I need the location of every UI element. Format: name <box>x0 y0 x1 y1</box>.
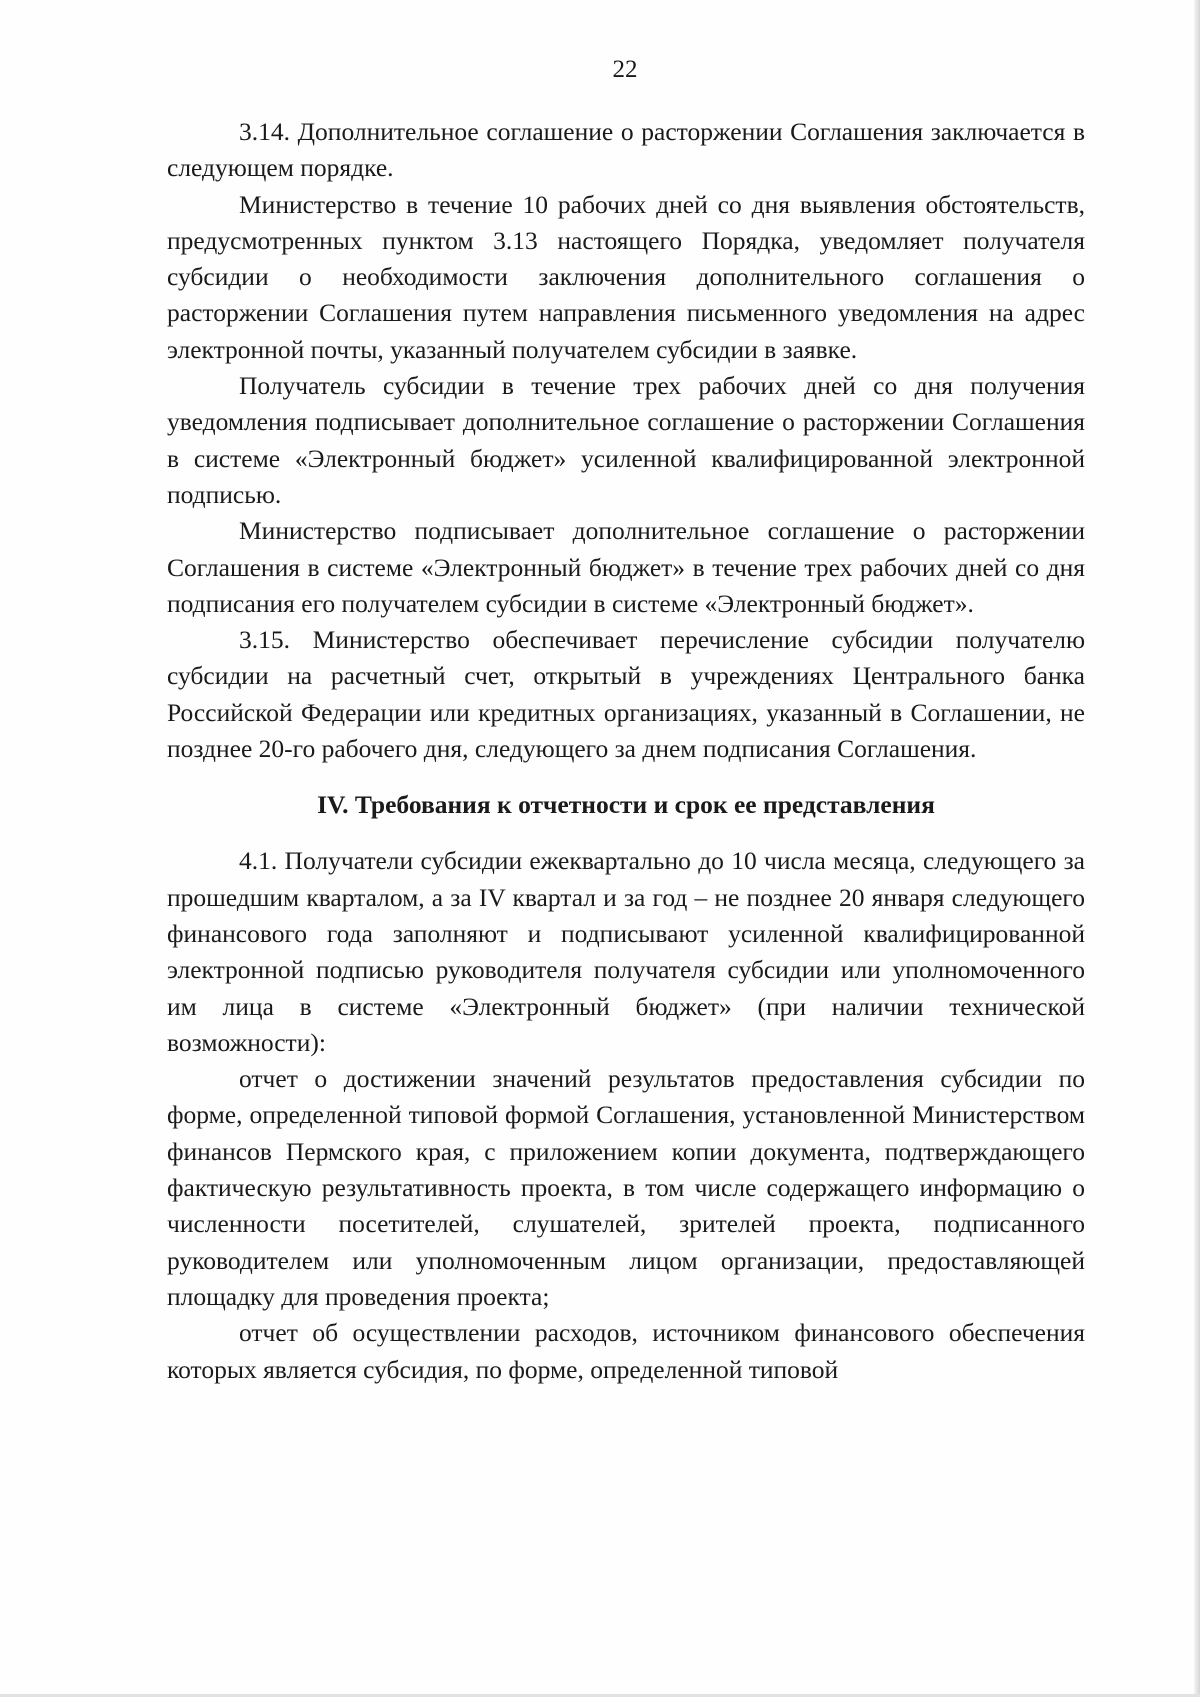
section-heading: IV. Требования к отчетности и срок ее представления <box>317 790 935 820</box>
paragraph-ministry-notice: Министерство в течение 10 рабочих дней со дня выявления обстоятельств, предусмотренных пунктом 3.13 настоящего Порядка, уведомляет получателя субсидии о необходимости заключения дополнительного соглашения о расторжении Соглашения путем направления письменного уведомления на адрес электронной почты, указанный получателем субсидии в заявке. <box>167 189 1085 364</box>
scan-edge-right <box>1194 0 1200 1697</box>
page-number: 22 <box>612 56 638 83</box>
paragraph-recipient-signs: Получатель субсидии в течение трех рабочих дней со дня получения уведомления подписывает дополнительное соглашение о расторжении Соглашения в системе «Электронный бюджет» усиленной квалифицированной электронной подписью. <box>167 371 1085 509</box>
paragraph-3-15: 3.15. Министерство обеспечивает перечисление субсидии получателю субсидии на расчетный счет, открытый в учреждениях Центрального банка Российской Федерации или кредитных организациях, указанный в Соглашении, не позднее 20-го рабочего дня, следующего за днем подписания Соглашения. <box>167 625 1085 764</box>
paragraph-ministry-signs: Министерство подписывает дополнительное соглашение о расторжении Соглашения в системе «Электронный бюджет» в течение трех рабочих дней со дня подписания его получателем субсидии в системе «Электронный бюджет». <box>167 516 1085 618</box>
document-body <box>167 114 1085 1388</box>
paragraph-expenses-report: отчет об осуществлении расходов, источником финансового обеспечения которых является субсидия, по форме, определенной типовой <box>167 1318 1085 1384</box>
paragraph-results-report: отчет о достижении значений результатов предоставления субсидии по форме, определенной типовой формой Соглашения, установленной Министерством финансов Пермского края, с приложением копии документа, подтверждающего фактическую результативность проекта, в том числе содержащего информацию о численности посетителей, слушателей, зрителей проекта, подписанного руководителем или уполномоченным лицом организации, предоставляющей площадку для проведения проекта; <box>167 1064 1085 1311</box>
paragraph-4-1: 4.1. Получатели субсидии ежеквартально до 10 числа месяца, следующего за прошедшим кварталом, а за IV квартал и за год – не позднее 20 января следующего финансового года заполняют и подписывают усиленной квалифицированной электронной подписью руководителя получателя субсидии или уполномоченного им лица в системе «Электронный бюджет» (при наличии технической возможности): <box>167 846 1085 1057</box>
paragraph-3-14: 3.14. Дополнительное соглашение о расторжении Соглашения заключается в следующем порядке. <box>167 117 1085 183</box>
